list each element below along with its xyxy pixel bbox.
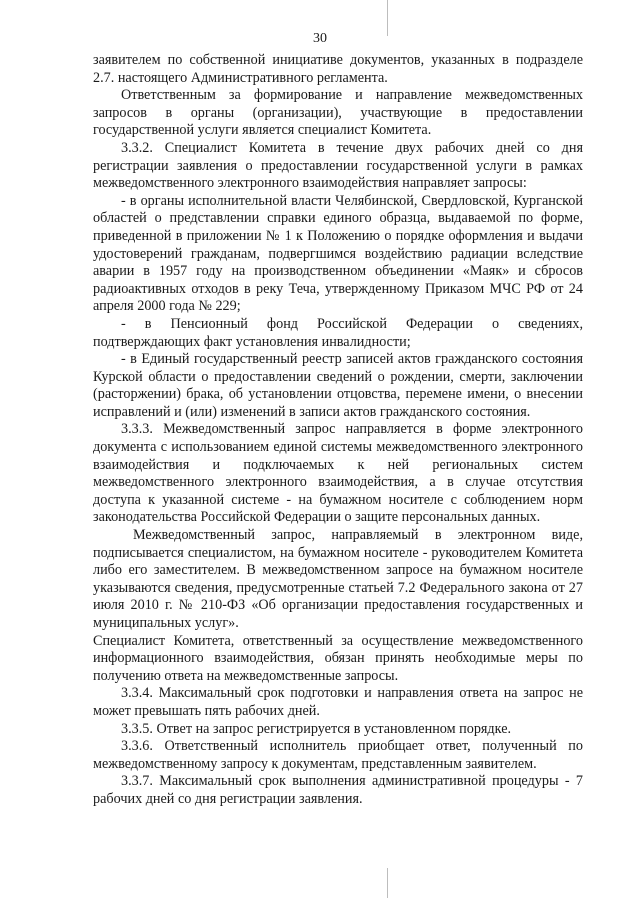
paragraph-2: Ответственным за формирование и направление межведомственных запросов в органы (организации), участвующие в предоставлении государственной услуги является специалист Комитета. [93,87,583,139]
paragraph-5: - в Пенсионный фонд Российской Федерации о сведениях, подтверждающих факт установления инвалидности; [93,315,583,350]
paragraph-1: заявителем по собственной инициативе документов, указанных в подразделе 2.7. настоящего Административного регламента. [93,52,583,86]
paragraph-3: 3.3.2. Специалист Комитета в течение двух рабочих дней со дня регистрации заявления о предоставлении государственной услуги в рамках межведомственного электронного взаимодействия направляет запросы: [93,139,583,192]
paragraph-7: 3.3.3. Межведомственный запрос направляется в форме электронного документа с использованием единой системы межведомственного электронного взаимодействия и подключаемых к ней региональных систем межведомственного электронного взаимодействия, а в случае отсутствия доступа к указанной системе - на бумажном носителе с соблюдением норм законодательства Российской Федерации о защите персональных данных. [93,421,583,526]
paragraph-13: 3.3.7. Максимальный срок выполнения административной процедуры - 7 рабочих дней со дня регистрации заявления. [93,773,583,807]
paragraph-12: 3.3.6. Ответственный исполнитель приобщает ответ, полученный по межведомственному запросу к документам, представленным заявителем. [93,738,583,772]
document-body [93,52,583,809]
paragraph-11: 3.3.5. Ответ на запрос регистрируется в установленном порядке. [121,720,512,737]
paragraph-9: Специалист Комитета, ответственный за осуществление межведомственного информационного взаимодействия, обязан принять необходимые меры по получению ответа на межведомственные запросы. [93,632,583,684]
paragraph-8: Межведомственный запрос, направляемый в электронном виде, подписывается специалистом, на бумажном носителе - руководителем Комитета либо его заместителем. В межведомственном запросе на бумажном носителе указываются сведения, предусмотренные статьей 7.2 Федерального закона от 27 июля 2010 г. № 210-ФЗ «Об организации предоставления государственных и муниципальных услуг». [93,527,583,631]
paragraph-10: 3.3.4. Максимальный срок подготовки и направления ответа на запрос не может превышать пять рабочих дней. [93,685,583,719]
fold-line-bottom [387,868,388,898]
page-number: 30 [313,31,327,46]
paragraph-6: - в Единый государственный реестр записей актов гражданского состояния Курской области о предоставлении сведений о рождении, смерти, заключении (расторжении) брака, об установлении отцовства, перемене имени, о внесении исправлений и (или) изменений в записи актов гражданского состояния. [93,351,583,420]
paragraph-4: - в органы исполнительной власти Челябинской, Свердловской, Курганской областей о представлении справки единого образца, выдаваемой по форме, приведенной в приложении № 1 к Положению о порядке оформления и выдачи удостоверений гражданам, подвергшимся воздействию радиации вследствие аварии в 1957 году на производственном объединении «Маяк» и сбросов радиоактивных отходов в реку Теча, утвержденному Приказом МЧС РФ от 24 апреля 2000 года № 229; [93,192,583,315]
